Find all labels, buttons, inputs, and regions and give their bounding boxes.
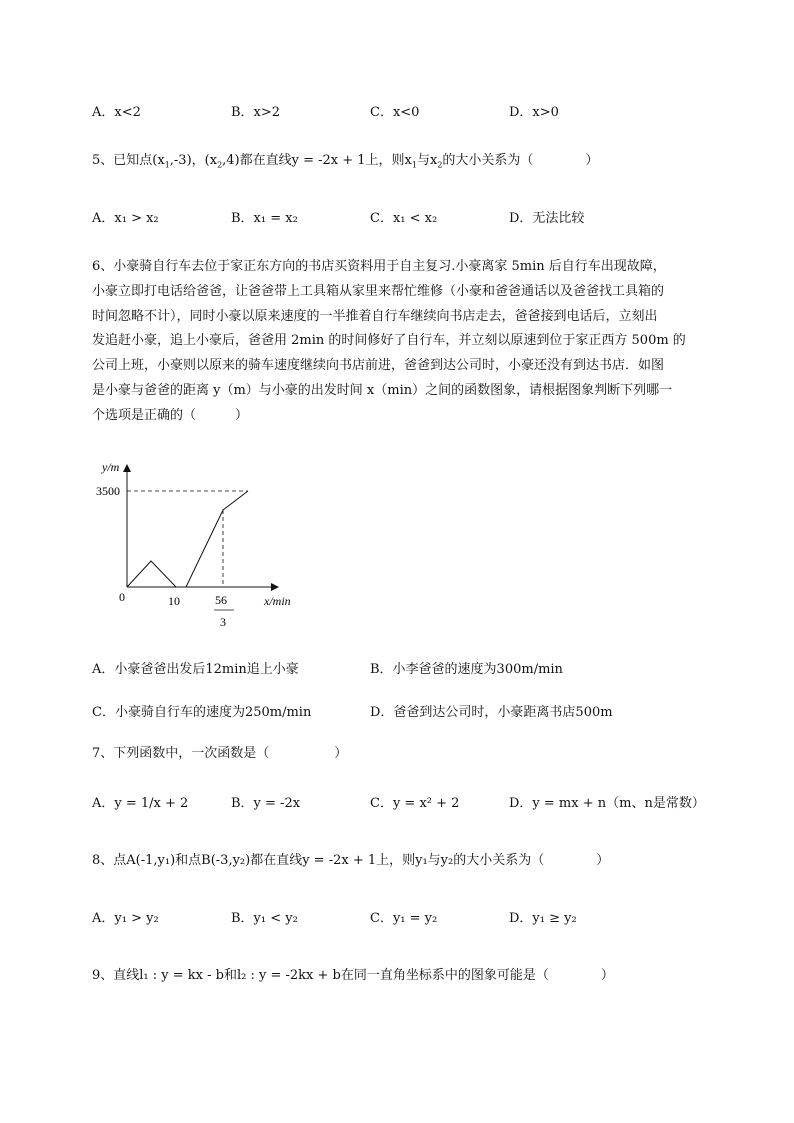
q8-option-d: D．y₁ ≥ y₂: [509, 911, 577, 926]
q5-stem-mid2: ,4)都在直线y = -2x + 1上，则x: [222, 153, 412, 168]
q5-stem: 5、已知点$(x_1,-3)$，$(x_2,4)$都在直线y = -2x + 1上，则$x_1$与$x_2$的大小关系为（ ）: [92, 153, 599, 170]
q5-stem-mid1: ,-3)，(x: [169, 153, 218, 168]
q8-stem: 8、点A(-1,y₁)和点B(-3,y₂)都在直线y = -2x + 1上，则y₁与y₂的大小关系为（ ）: [92, 853, 610, 868]
distance-function-line: [127, 491, 248, 587]
y-axis-label: y/m: [102, 460, 120, 474]
x-tick-frac-denominator: 3: [220, 615, 226, 629]
q6-function-graph: [90, 455, 320, 640]
q6-line-6: 是小豪与爸爸的距离 y（m）与小豪的出发时间 x（min）之间的函数图象，请根据图象判断下列哪一: [92, 382, 673, 398]
q9-stem: 9、直线l₁ : y = kx - b和l₂ : y = -2kx + b在同一直角坐标系中的图象可能是（ ）: [92, 968, 614, 983]
q6-option-d: D．爸爸到达公司时，小豪距离书店500m: [370, 705, 613, 720]
q7-option-d: D．y = mx + n（m、n是常数）: [509, 796, 705, 811]
q6-option-b: B．小李爸爸的速度为300m/min: [370, 662, 563, 677]
q6-line-1: 6、小豪骑自行车去位于家正东方向的书店买资料用于自主复习.小豪离家 5min 后自行车出现故障，: [92, 259, 666, 274]
x-tick-10: 10: [168, 594, 180, 608]
q7-option-c: C．y = x² + 2: [370, 796, 460, 811]
q7-option-b: B．y = -2x: [231, 796, 301, 811]
q8-option-a: A．y₁ > y₂: [92, 911, 159, 926]
q6-option-c: C．小豪骑自行车的速度为250m/min: [92, 705, 312, 720]
x-tick-frac-numerator: 56: [215, 593, 227, 607]
q8-option-c: C．y₁ = y₂: [370, 911, 438, 926]
q5-option-c: C．x₁ < x₂: [370, 211, 438, 226]
q5-stem-suffix: 的大小关系为（ ）: [442, 153, 599, 168]
q5-stem-mid3: 与x: [416, 153, 438, 168]
q4-option-c: C．x<0: [370, 105, 420, 120]
q6-line-3: 时间忽略不计），同时小豪以原来速度的一半推着自行车继续向书店走去，爸爸接到电话后，立刻出: [92, 308, 658, 324]
q7-option-a: A．y = 1/x + 2: [92, 796, 189, 811]
q8-option-b: B．y₁ < y₂: [231, 911, 298, 926]
q6-option-a: A．小豪爸爸出发后12min追上小豪: [92, 662, 299, 677]
q4-option-b: B．x>2: [231, 105, 281, 120]
q5-stem-prefix: 5、已知点(x: [92, 153, 165, 168]
q5-option-b: B．x₁ = x₂: [231, 211, 298, 226]
y-tick-3500: 3500: [96, 484, 120, 498]
origin-label: 0: [119, 590, 125, 604]
q6-line-2: 小豪立即打电话给爸爸，让爸爸带上工具箱从家里来帮忙维修（小豪和爸爸通话以及爸爸找工具箱的: [92, 283, 665, 299]
x-axis-label: x/min: [264, 594, 291, 608]
q4-option-d: D．x>0: [509, 105, 559, 120]
q6-line-5: 公司上班，小豪则以原来的骑车速度继续向书店前进，爸爸到达公司时，小豪还没有到达书店．如图: [92, 358, 665, 374]
q6-line-7: 个选项是正确的（ ）: [92, 407, 249, 423]
q6-line-4: 发追赶小豪，追上小豪后，爸爸用 2min 的时间修好了自行车，并立刻以原速到位于家正西方 500m 的: [92, 333, 686, 349]
q4-option-a: A．x<2: [92, 105, 141, 120]
q6-stem: [92, 255, 712, 429]
q5-option-a: A．x₁ > x₂: [92, 211, 159, 226]
q7-stem: 7、下列函数中，一次函数是（ ）: [92, 746, 348, 761]
q5-option-d: D．无法比较: [509, 211, 585, 226]
